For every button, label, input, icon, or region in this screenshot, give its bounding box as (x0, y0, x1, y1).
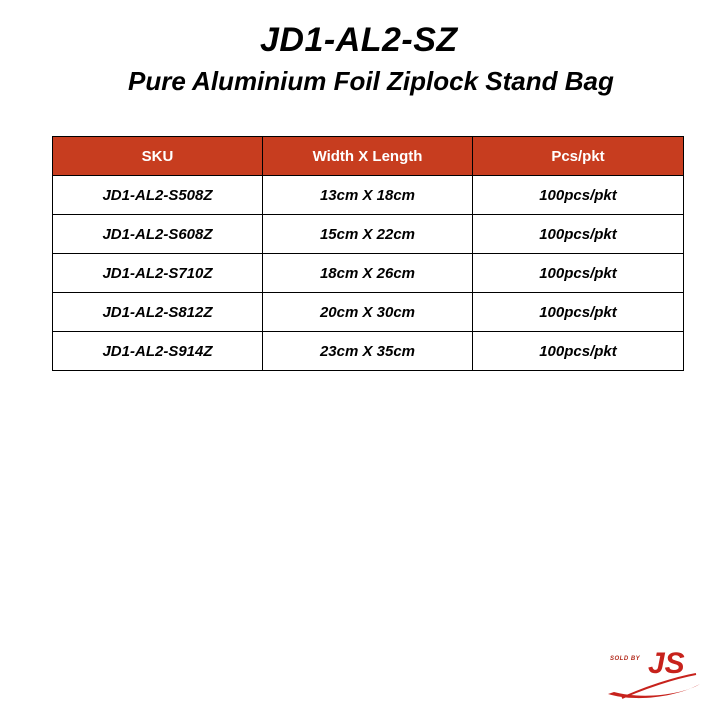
sku-cell: JD1-AL2-S914Z (53, 332, 263, 371)
sold-by-js-logo (604, 648, 704, 704)
size-cell: 15cm X 22cm (263, 215, 473, 254)
logo-js-text: JS (648, 647, 685, 680)
product-code-title: JD1-AL2-SZ (260, 21, 458, 59)
pcs-cell: 100pcs/pkt (473, 254, 684, 293)
table-row (53, 332, 684, 371)
table-row (53, 215, 684, 254)
table-row (53, 293, 684, 332)
size-cell: 13cm X 18cm (263, 176, 473, 215)
sku-cell: JD1-AL2-S508Z (53, 176, 263, 215)
table-row (53, 254, 684, 293)
pcs-cell: 100pcs/pkt (473, 293, 684, 332)
sku-cell: JD1-AL2-S608Z (53, 215, 263, 254)
size-cell: 18cm X 26cm (263, 254, 473, 293)
logo-sold-by-text: SOLD BY (610, 656, 641, 662)
product-spec-table (52, 136, 684, 371)
size-cell: 20cm X 30cm (263, 293, 473, 332)
column-header-sku: SKU (53, 137, 263, 176)
size-cell: 23cm X 35cm (263, 332, 473, 371)
table-row (53, 176, 684, 215)
column-header-size: Width X Length (263, 137, 473, 176)
sku-cell: JD1-AL2-S710Z (53, 254, 263, 293)
pcs-cell: 100pcs/pkt (473, 332, 684, 371)
product-name-subtitle: Pure Aluminium Foil Ziplock Stand Bag (128, 66, 614, 96)
table-header-row (53, 137, 684, 176)
pcs-cell: 100pcs/pkt (473, 215, 684, 254)
pcs-cell: 100pcs/pkt (473, 176, 684, 215)
column-header-pcs: Pcs/pkt (473, 137, 684, 176)
sku-cell: JD1-AL2-S812Z (53, 293, 263, 332)
